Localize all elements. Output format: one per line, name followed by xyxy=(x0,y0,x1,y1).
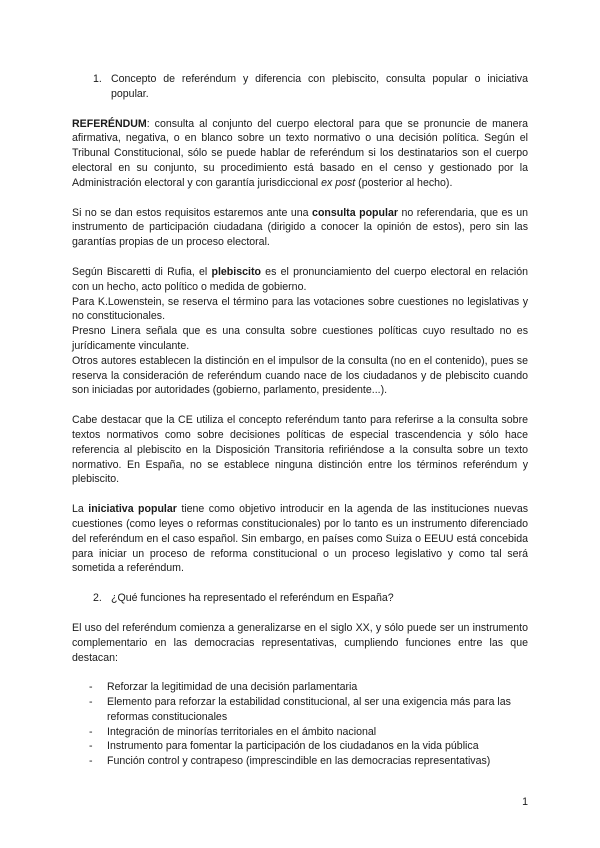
list-item xyxy=(72,754,528,769)
list-item-text: Reforzar la legitimidad de una decisión parlamentaria xyxy=(107,681,358,694)
paragraph-consulta-popular xyxy=(72,206,528,250)
term-consulta-popular: consulta popular xyxy=(312,206,398,219)
funciones-list xyxy=(72,680,528,769)
paragraph-iniciativa-popular xyxy=(72,502,528,576)
heading-1-text: Concepto de referéndum y diferencia con plebiscito, consulta popular o iniciativa popular. xyxy=(111,73,528,100)
plebiscito-text-b: es el pronunciamiento del cuerpo electoral en relación con un hecho, acto político o medida de gobierno. xyxy=(72,265,528,293)
list-item xyxy=(72,680,528,695)
referendum-text-a: : consulta al conjunto del cuerpo electoral para que se pronuncie de manera afirmativa, negativa, o en blanco sobre un texto normativo o una decisión política. Según el Tribunal Constitucional, sólo se puede hablar de referéndum si los destinatarios son el cuerpo electoral en su conjunto, su procedimiento está basado en el censo y gestionado por la Administración electoral y con garantía jurisdiccional xyxy=(72,117,528,189)
ex-post-italic: ex post xyxy=(321,176,356,189)
term-plebiscito: plebiscito xyxy=(211,265,261,278)
list-bullet: - xyxy=(89,681,93,694)
term-referendum: REFERÉNDUM xyxy=(72,117,147,130)
section-heading-2 xyxy=(72,591,528,606)
consulta-text-a: Si no se dan estos requisitos estaremos ante una xyxy=(72,206,313,219)
heading-2-number: 2. xyxy=(93,592,102,605)
list-bullet: - xyxy=(89,725,93,738)
list-item xyxy=(72,725,528,740)
heading-2-text: ¿Qué funciones ha representado el referéndum en España? xyxy=(111,592,394,605)
iniciativa-text-b: tiene como objetivo introducir en la agenda de las instituciones nuevas cuestiones (como leyes o reformas constitucionales) por lo tanto es un instrumento diferenciado del referéndum en el caso español. Sin embargo, en países como Suiza o EEUU está concebida para iniciar un proceso de reforma constitucional o un proceso legislativo y como tal será sometida a referéndum. xyxy=(72,503,529,575)
paragraph-otros-autores: Otros autores establecen la distinción en el impulsor de la consulta (no en el contenido), pues se reserva la consideración de referéndum cuando nace de los ciudadanos y de plebiscito cuando son iniciadas por autoridades (gobierno, parlamento, presidente...). xyxy=(72,354,528,397)
paragraph-uso-referendum: El uso del referéndum comienza a generalizarse en el siglo XX, y sólo puede ser un instrumento complementario en las democracias representativas, cumpliendo funciones entre las que destacan: xyxy=(72,621,528,664)
consulta-text-b: no referendaria, que es un instrumento de participación ciudadana (dirigido a conocer la opinión de estos), pero sin las garantías propias de un proceso electoral. xyxy=(72,206,528,249)
list-bullet: - xyxy=(89,740,93,753)
page-content xyxy=(72,72,528,769)
paragraph-presno: Presno Linera señala que es una consulta sobre cuestiones políticas cuyo resultado no es jurídicamente vinculante. xyxy=(72,325,528,352)
heading-1-number: 1. xyxy=(93,73,102,85)
list-item-text: Función control y contrapeso (imprescindible en las democracias representativas) xyxy=(107,755,491,768)
plebiscito-text-a: Según Biscaretti di Rufia, el xyxy=(72,265,212,278)
list-item xyxy=(72,739,528,754)
list-item-text: Integración de minorías territoriales en el ámbito nacional xyxy=(107,725,377,738)
paragraph-ce: Cabe destacar que la CE utiliza el concepto referéndum tanto para referirse a la consulta sobre textos normativos como sobre decisiones políticas de especial trascendencia y sólo hace referencia al plebiscito en la Disposición Transitoria refiriéndose a la consulta sobre un texto normativo. En España, no se establece ninguna distinción entre los términos referéndum y plebiscito. xyxy=(72,414,528,486)
list-item-text: Elemento para reforzar la estabilidad constitucional, al ser una exigencia más para las reformas constitucionales xyxy=(107,696,511,723)
referendum-text-b: (posterior al hecho). xyxy=(355,176,453,189)
list-item-text: Instrumento para fomentar la participación de los ciudadanos en la vida pública xyxy=(107,740,479,753)
paragraph-lowenstein: Para K.Lowenstein, se reserva el término para las votaciones sobre cuestiones no legislativas y no constitucionales. xyxy=(72,295,528,323)
page-number: 1 xyxy=(522,796,528,808)
term-iniciativa-popular: iniciativa popular xyxy=(88,503,177,516)
list-bullet: - xyxy=(89,696,93,709)
paragraph-referendum xyxy=(72,117,528,191)
paragraph-plebiscito xyxy=(72,265,528,295)
list-bullet: - xyxy=(89,755,93,768)
list-item xyxy=(72,695,528,725)
iniciativa-text-a: La xyxy=(72,503,89,516)
section-heading-1 xyxy=(72,72,528,102)
